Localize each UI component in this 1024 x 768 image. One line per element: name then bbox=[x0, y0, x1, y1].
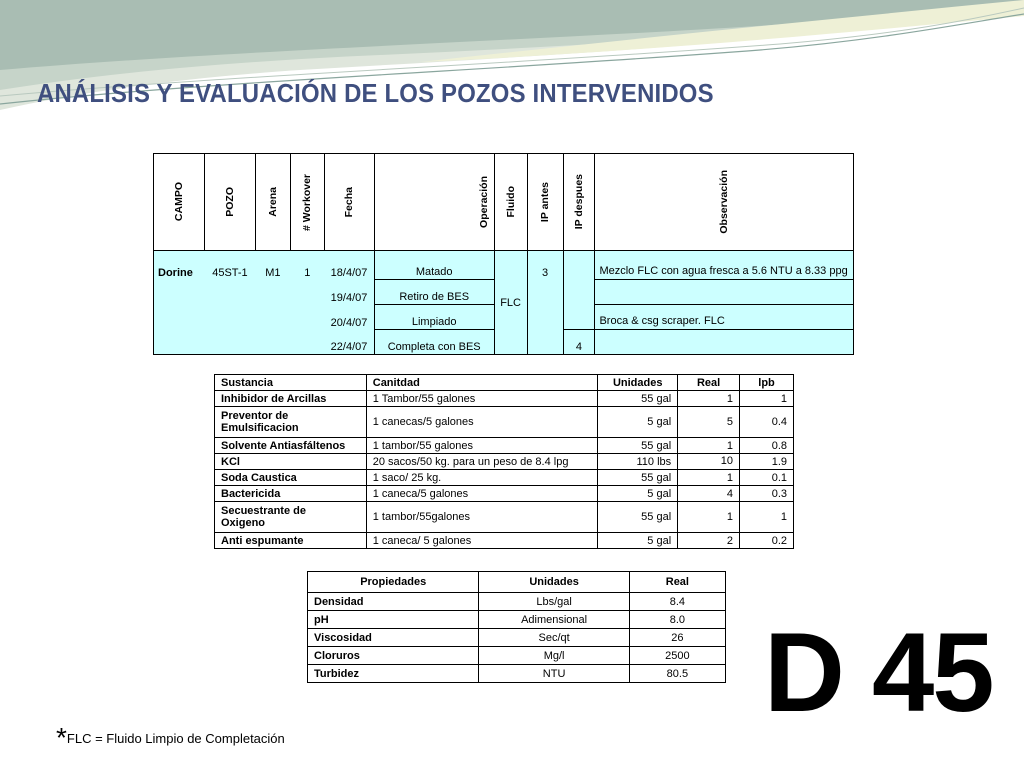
header-real: Real bbox=[629, 572, 725, 593]
lpb-cell: 0.1 bbox=[740, 470, 794, 486]
header-sustancia: Sustancia bbox=[215, 375, 367, 391]
table-row bbox=[308, 665, 726, 683]
header-real: Real bbox=[678, 375, 740, 391]
unidades-cell: 55 gal bbox=[598, 470, 678, 486]
table-row bbox=[215, 438, 794, 454]
unidades-cell: Sec/qt bbox=[479, 629, 629, 647]
lpb-cell: 0.2 bbox=[740, 533, 794, 549]
propiedad-cell: pH bbox=[308, 611, 479, 629]
wells-header-row bbox=[154, 154, 854, 251]
sustancia-cell: Bactericida bbox=[215, 486, 367, 502]
cantidad-cell: 1 tambor/55galones bbox=[366, 502, 597, 533]
table-row bbox=[308, 593, 726, 611]
fluid-properties-table bbox=[307, 571, 726, 683]
unidades-cell: Lbs/gal bbox=[479, 593, 629, 611]
observacion-cell bbox=[595, 330, 854, 355]
fecha-cell: 22/4/07 bbox=[324, 330, 374, 355]
header-propiedades: Propiedades bbox=[308, 572, 479, 593]
well-id-label: D 45 bbox=[764, 610, 993, 735]
footnote-text: FLC = Fluido Limpio de Completación bbox=[66, 731, 285, 746]
sustancia-cell: Secuestrante de Oxigeno bbox=[215, 502, 367, 533]
real-cell: 10 bbox=[678, 454, 740, 470]
campo-cell: Dorine bbox=[154, 251, 205, 280]
sustancia-cell: Anti espumante bbox=[215, 533, 367, 549]
table-row bbox=[215, 533, 794, 549]
header-pozo: POZO bbox=[204, 154, 255, 251]
fecha-cell: 20/4/07 bbox=[324, 305, 374, 330]
header-fluido: Fluido bbox=[494, 154, 527, 251]
unidades-cell: 5 gal bbox=[598, 407, 678, 438]
ip-despues-empty-cell bbox=[563, 251, 595, 280]
cantidad-cell: 1 canecas/5 galones bbox=[366, 407, 597, 438]
table-row bbox=[215, 407, 794, 438]
propiedad-cell: Viscosidad bbox=[308, 629, 479, 647]
cantidad-cell: 1 saco/ 25 kg. bbox=[366, 470, 597, 486]
unidades-cell: 55 gal bbox=[598, 502, 678, 533]
header-observacion: Observación bbox=[595, 154, 854, 251]
real-cell: 8.0 bbox=[629, 611, 725, 629]
observacion-cell bbox=[595, 280, 854, 305]
unidades-cell: Adimensional bbox=[479, 611, 629, 629]
cantidad-cell: 1 Tambor/55 galones bbox=[366, 391, 597, 407]
operacion-cell: Retiro de BES bbox=[374, 280, 494, 305]
observacion-cell: Broca & csg scraper. FLC bbox=[595, 305, 854, 330]
ip-antes-cell: 3 bbox=[527, 251, 563, 280]
real-cell: 1 bbox=[678, 502, 740, 533]
cantidad-cell: 20 sacos/50 kg. para un peso de 8.4 lpg bbox=[366, 454, 597, 470]
slide-title: ANÁLISIS Y EVALUACIÓN DE LOS POZOS INTERVENIDOS bbox=[37, 78, 714, 108]
ip-despues-cell: 4 bbox=[563, 330, 595, 355]
cantidad-cell: 1 caneca/ 5 galones bbox=[366, 533, 597, 549]
unidades-cell: Mg/l bbox=[479, 647, 629, 665]
table-row bbox=[308, 629, 726, 647]
header-operacion: Operación bbox=[374, 154, 494, 251]
pozo-cell: 45ST-1 bbox=[204, 251, 255, 280]
sustancia-cell: Inhibidor de Arcillas bbox=[215, 391, 367, 407]
sustancia-cell: Preventor de Emulsificacion bbox=[215, 407, 367, 438]
unidades-cell: 5 gal bbox=[598, 533, 678, 549]
lpb-cell: 0.8 bbox=[740, 438, 794, 454]
real-cell: 1 bbox=[678, 470, 740, 486]
table-row bbox=[154, 251, 854, 280]
operacion-cell: Completa con BES bbox=[374, 330, 494, 355]
real-cell: 26 bbox=[629, 629, 725, 647]
real-cell: 4 bbox=[678, 486, 740, 502]
table-row bbox=[215, 502, 794, 533]
operacion-cell: Limpiado bbox=[374, 305, 494, 330]
cantidad-cell: 1 caneca/5 galones bbox=[366, 486, 597, 502]
header-campo: CAMPO bbox=[154, 154, 205, 251]
arena-cell: M1 bbox=[255, 251, 290, 280]
real-cell: 5 bbox=[678, 407, 740, 438]
lpb-cell: 0.4 bbox=[740, 407, 794, 438]
unidades-cell: 55 gal bbox=[598, 438, 678, 454]
header-lpb: lpb bbox=[740, 375, 794, 391]
table-row bbox=[308, 647, 726, 665]
propiedad-cell: Cloruros bbox=[308, 647, 479, 665]
operacion-cell: Matado bbox=[374, 251, 494, 280]
lpb-cell: 0.3 bbox=[740, 486, 794, 502]
unidades-cell: 110 lbs bbox=[598, 454, 678, 470]
table-row bbox=[215, 454, 794, 470]
sustancia-cell: Solvente Antiasfáltenos bbox=[215, 438, 367, 454]
chemicals-table bbox=[214, 374, 794, 549]
lpb-cell: 1 bbox=[740, 391, 794, 407]
real-cell: 80.5 bbox=[629, 665, 725, 683]
chemicals-header-row bbox=[215, 375, 794, 391]
table-row bbox=[215, 470, 794, 486]
fluido-cell: FLC bbox=[494, 251, 527, 355]
footnote-marker: * bbox=[56, 722, 67, 753]
sustancia-cell: KCl bbox=[215, 454, 367, 470]
table-row bbox=[215, 391, 794, 407]
cantidad-cell: 1 tambor/55 galones bbox=[366, 438, 597, 454]
header-ip-antes: IP antes bbox=[527, 154, 563, 251]
unidades-cell: 5 gal bbox=[598, 486, 678, 502]
header-unidades: Unidades bbox=[598, 375, 678, 391]
table-row bbox=[308, 611, 726, 629]
header-unidades: Unidades bbox=[479, 572, 629, 593]
header-arena: Arena bbox=[255, 154, 290, 251]
real-cell: 1 bbox=[678, 438, 740, 454]
unidades-cell: 55 gal bbox=[598, 391, 678, 407]
real-cell: 8.4 bbox=[629, 593, 725, 611]
header-cantidad: Canitdad bbox=[366, 375, 597, 391]
real-cell: 1 bbox=[678, 391, 740, 407]
footnote bbox=[56, 722, 285, 754]
workover-cell: 1 bbox=[290, 251, 324, 280]
real-cell: 2 bbox=[678, 533, 740, 549]
unidades-cell: NTU bbox=[479, 665, 629, 683]
wells-intervention-table bbox=[153, 153, 854, 355]
header-workover: # Workover bbox=[290, 154, 324, 251]
fecha-cell: 19/4/07 bbox=[324, 280, 374, 305]
header-fecha: Fecha bbox=[324, 154, 374, 251]
propiedad-cell: Densidad bbox=[308, 593, 479, 611]
propiedad-cell: Turbidez bbox=[308, 665, 479, 683]
header-ip-despues: IP despues bbox=[563, 154, 595, 251]
lpb-cell: 1 bbox=[740, 502, 794, 533]
observacion-cell: Mezclo FLC con agua fresca a 5.6 NTU a 8.33 ppg bbox=[595, 251, 854, 280]
sustancia-cell: Soda Caustica bbox=[215, 470, 367, 486]
fecha-cell: 18/4/07 bbox=[324, 251, 374, 280]
properties-header-row bbox=[308, 572, 726, 593]
real-cell: 2500 bbox=[629, 647, 725, 665]
table-row bbox=[215, 486, 794, 502]
lpb-cell: 1.9 bbox=[740, 454, 794, 470]
